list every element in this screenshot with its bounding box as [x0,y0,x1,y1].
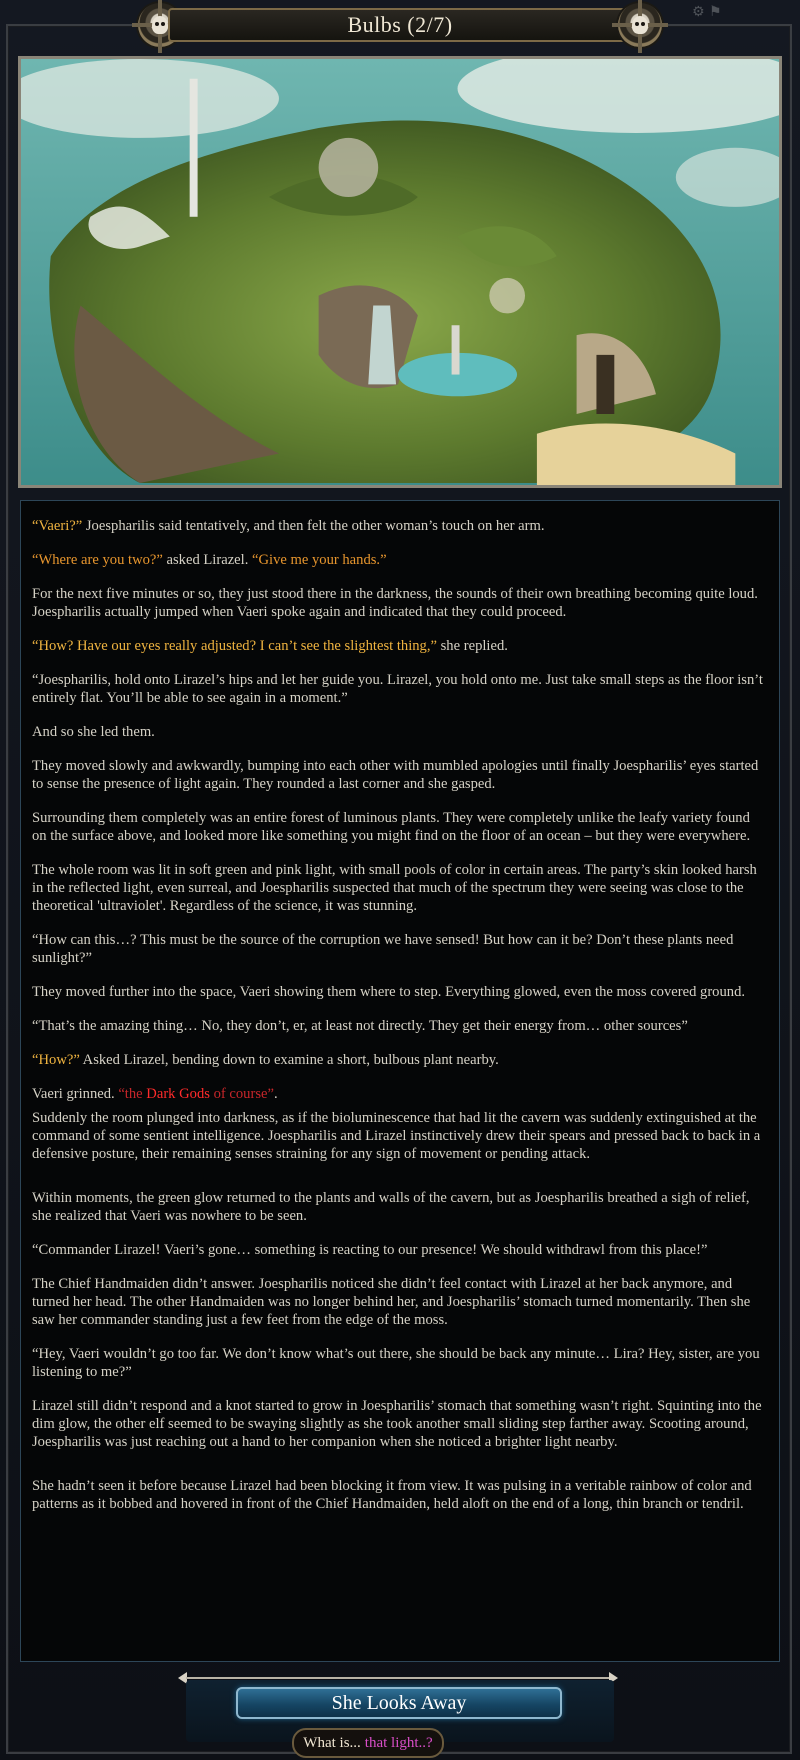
story-paragraph: Lirazel still didn’t respond and a knot started to grow in Joespharilis’ stomach that something wasn’t right. Squinting into the dim glow, the other elf seemed to be swaying slightly as she took another small sliding step farther away. Scooting around, Joespharilis was just reaching out a hand to her companion when she noticed a brighter light nearby. [32,1398,762,1450]
island-illustration-icon [21,59,779,485]
story-paragraph: Surrounding them completely was an entire forest of luminous plants. They were completely unlike the leafy variety found on the surface above, and looked more like something you might find on the floor of an ocean – but they were everywhere. [32,810,751,844]
story-paragraph: Suddenly the room plunged into darkness, as if the bioluminescence that had lit the cavern was suddenly extinguished at the command of some sentient intelligence. Joespharilis and Lirazel instinctively drew their spears and pressed back to back in a defensive posture, their remaining senses straining for any sign of movement or pending attack. [32,1110,761,1162]
story-paragraph: The Chief Handmaiden didn’t answer. Joespharilis noticed she didn’t feel contact with Lirazel at her back anymore, and turned her head. The other Handmaiden was no longer behind her, and Joespharilis’ stomach turned momentarily. Then she saw her commander standing just a few feet from the edge of the moss. [32,1276,751,1328]
story-paragraph: “Where are you two?” asked Lirazel. “Give me your hands.” [32,552,387,568]
story-paragraph: “Vaeri?” Joespharilis said tentatively, and then felt the other woman’s touch on her arm. [32,518,545,534]
story-paragraph: They moved further into the space, Vaeri showing them where to step. Everything glowed, even the moss covered ground. [32,984,746,1000]
she-looks-away-button[interactable]: She Looks Away [236,1687,562,1719]
story-paragraph: Within moments, the green glow returned to the plants and walls of the cavern, but as Joespharilis breathed a sigh of relief, she realized that Vaeri was nowhere to be seen. [32,1190,750,1224]
dialog-title: Bulbs (2/7) [168,8,632,42]
story-paragraph: “Hey, Vaeri wouldn’t go too far. We don’t know what’s out there, she should be back any minute… Lira? Hey, sister, are you listening to me?” [32,1346,760,1380]
story-paragraph: “Commander Lirazel! Vaeri’s gone… something is reacting to our presence! We should withdrawl from this place!” [32,1242,708,1258]
story-paragraph: “How can this…? This must be the source of the corruption we have sensed! But how can it be? Don’t these plants need sunlight?” [32,932,734,966]
what-is-that-light-button[interactable]: What is... that light..? [292,1728,444,1758]
skull-ornament-icon [618,3,662,47]
story-paragraph: The whole room was lit in soft green and pink light, with small pools of color in certain areas. The party’s skin looked harsh in the reflected light, even surreal, and Joespharilis suspected that much of the spectrum they were seeing was close to the theoretical 'ultraviolet'. Regardless of the science, it was stunning. [32,862,757,914]
story-paragraph: “How?” Asked Lirazel, bending down to examine a short, bulbous plant nearby. [32,1052,499,1068]
story-paragraph: And so she led them. [32,724,155,740]
window-controls-icon[interactable]: ⚙ ⚑ [692,4,722,20]
island-illustration [18,56,782,488]
story-paragraph: Vaeri grinned. “the Dark Gods of course”. [32,1086,278,1102]
story-paragraph: “How? Have our eyes really adjusted? I can’t see the slightest thing,” she replied. [32,638,508,654]
story-paragraph: She hadn’t seen it before because Lirazel had been blocking it from view. It was pulsing in a veritable rainbow of color and patterns as it bobbed and hovered in front of the Chief Handmaiden, held aloft on the end of a long, thin branch or tendril. [32,1478,752,1512]
story-paragraph: For the next five minutes or so, they just stood there in the darkness, the sounds of their own breathing becoming quite loud. Joespharilis actually jumped when Vaeri spoke again and indicated that they could proceed. [32,586,758,620]
story-paragraph: “Joespharilis, hold onto Lirazel’s hips and let her guide you. Lirazel, you hold onto me. Just take small steps as the floor isn’t entirely flat. You’ll be able to see again in a moment.” [32,672,763,706]
story-paragraph: They moved slowly and awkwardly, bumping into each other with mumbled apologies until finally Joespharilis’ eyes started to sense the presence of light again. They rounded a last corner and she gasped. [32,758,759,792]
story-text-panel[interactable] [20,500,780,1662]
story-paragraph: “That’s the amazing thing… No, they don’t, er, at least not directly. They get their energy from… other sources” [32,1018,688,1034]
